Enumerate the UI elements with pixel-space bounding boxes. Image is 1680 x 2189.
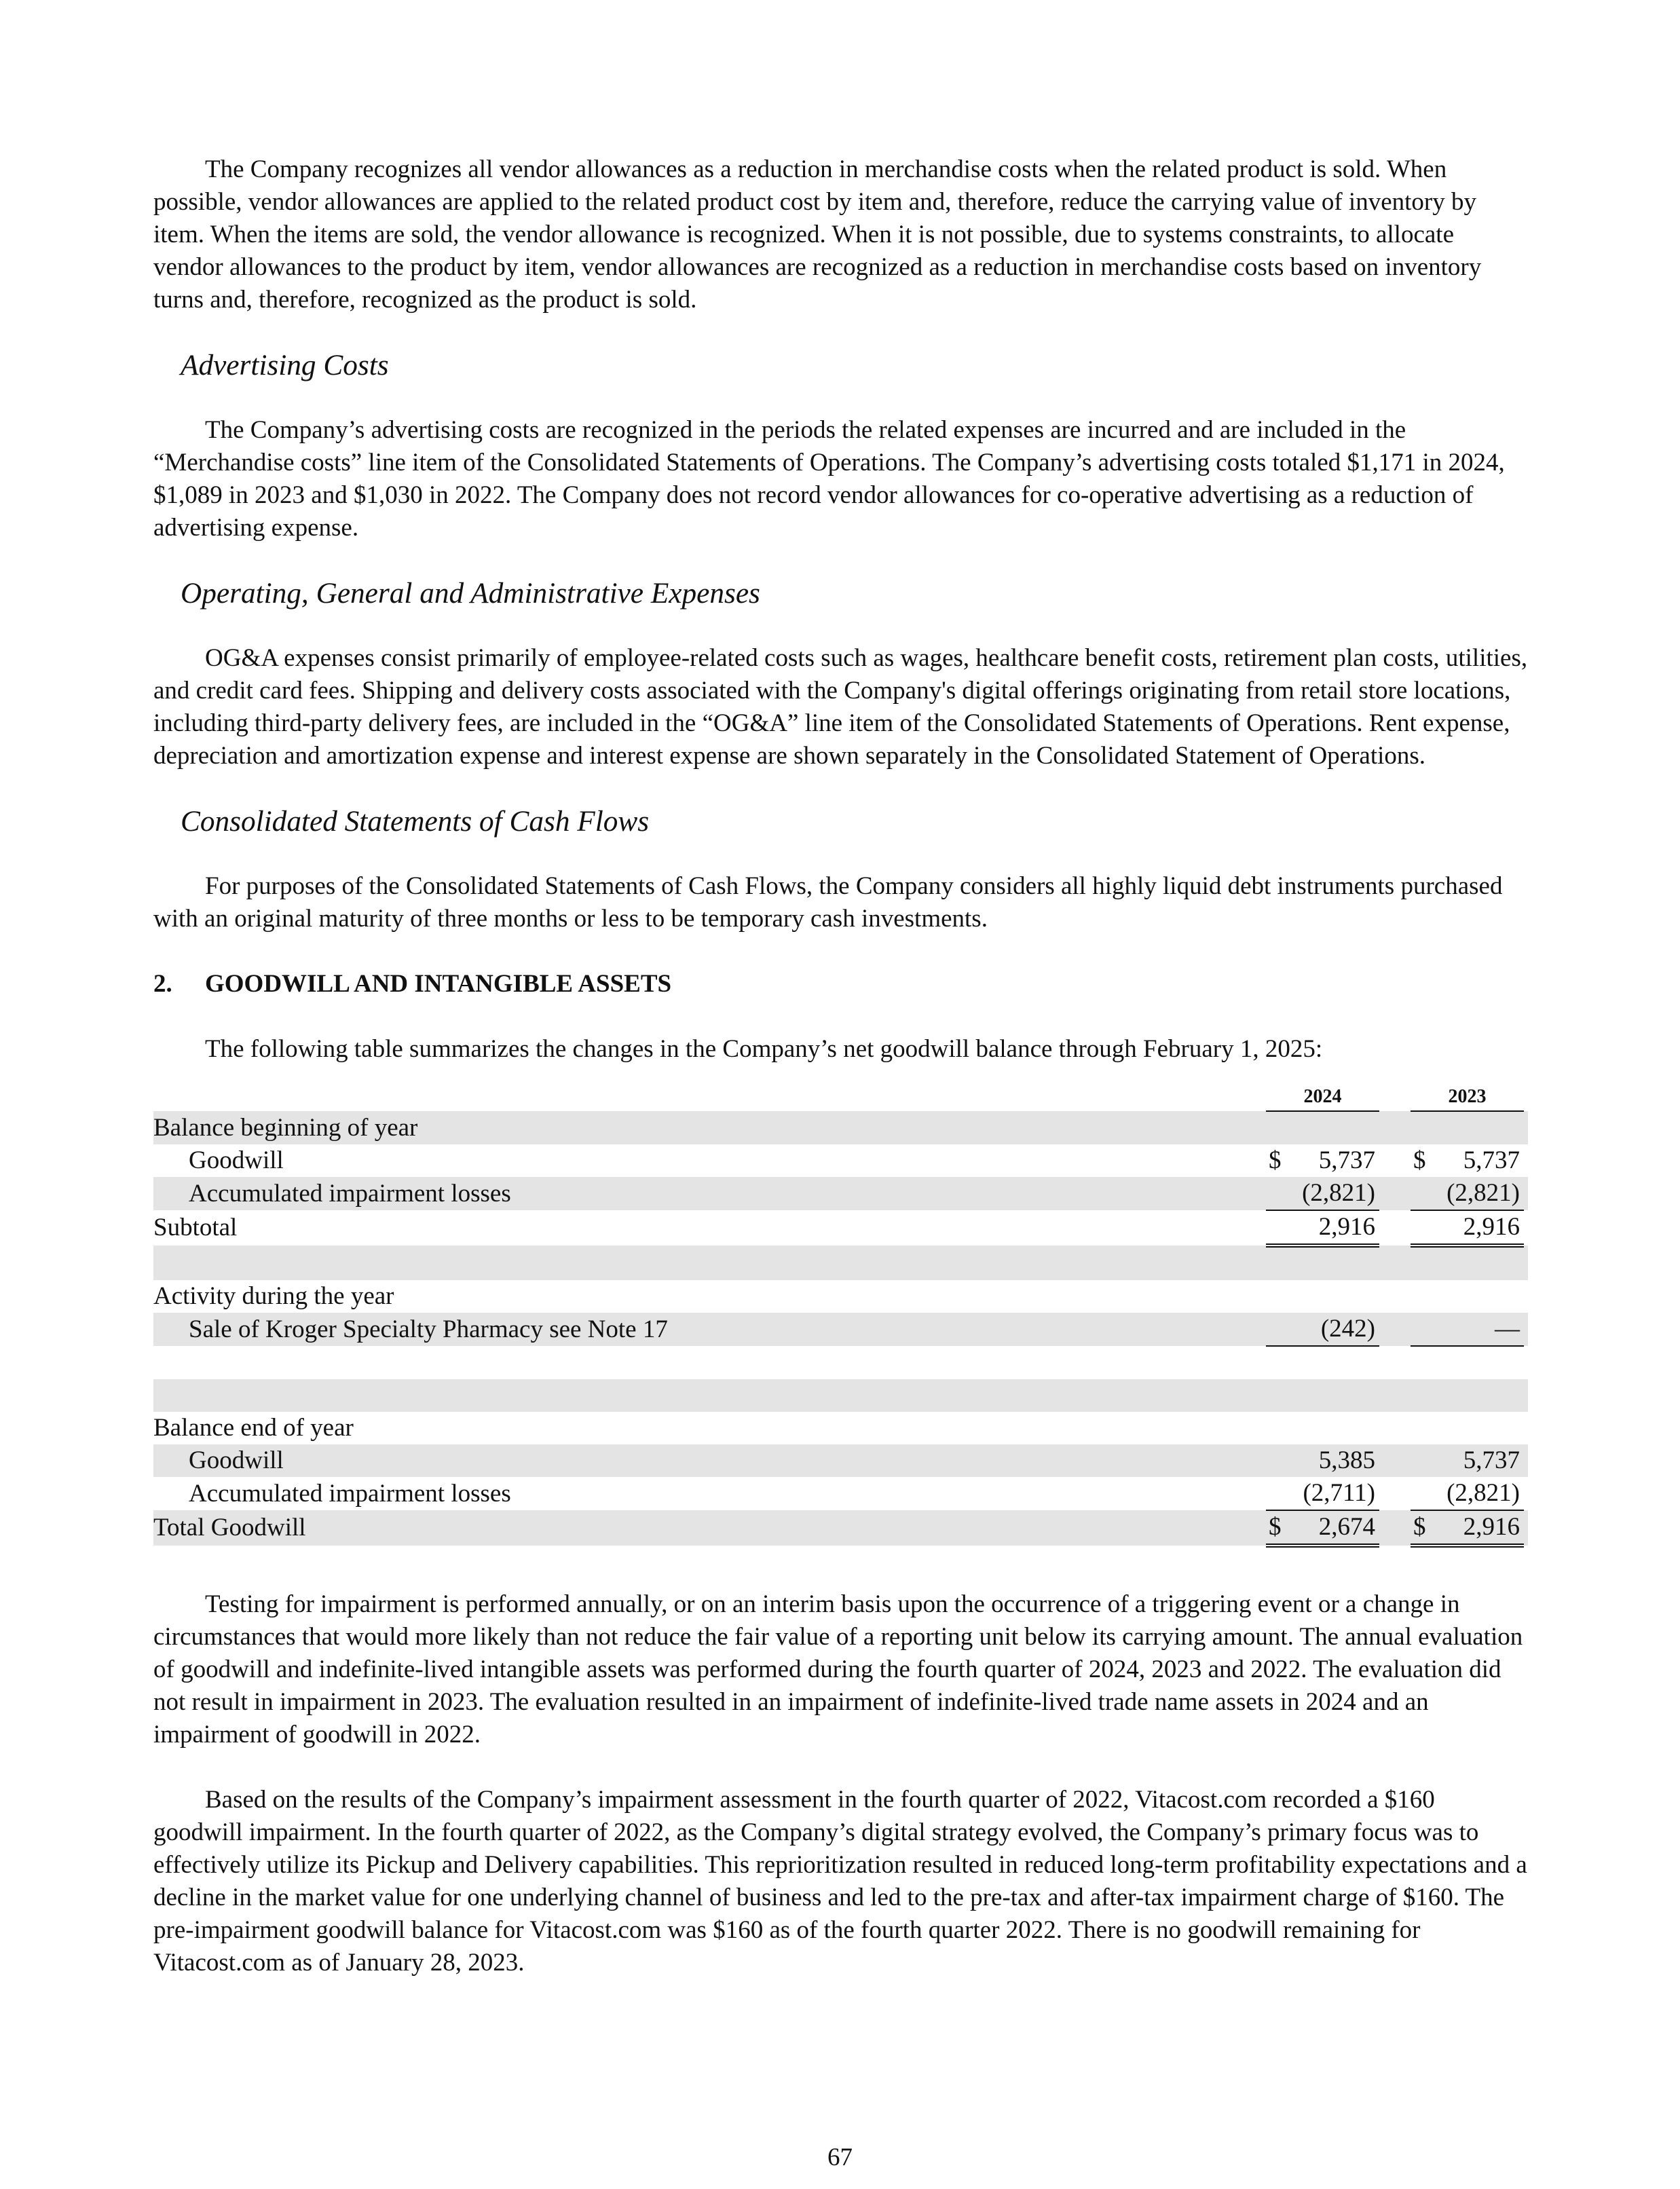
cell-value: $ 2,916 [1411, 1510, 1524, 1546]
table-row [153, 1111, 1528, 1144]
paragraph-vendor-allowances: The Company recognizes all vendor allowances as a reduction in merchandise costs when the related product is sold. When possible, vendor allowances are applied to the related product cost by item and, therefore, reduce the carrying value of inventory by item. When the items are sold, the vendor allowance is recognized. When it is not possible, due to systems constraints, to allocate vendor allowances to the product by item, vendor allowances are recognized as a reduction in merchandise costs based on inventory turns and, therefore, recognized as the product is sold. [153, 155, 1482, 314]
paragraph-table-intro: The following table summarizes the changes in the Company’s net goodwill balance through February 1, 2025: [205, 1035, 1323, 1063]
heading-advertising-costs: Advertising Costs [181, 349, 389, 381]
document-page [153, 153, 1528, 1979]
table-header-row [153, 1083, 1528, 1111]
table-row [153, 1177, 1528, 1210]
paragraph-advertising-costs: The Company’s advertising costs are recognized in the periods the related expenses are incurred and are included in the “Merchandise costs” line item of the Consolidated Statements of Operations. The Company’s advertising costs totaled $1,171 in 2024, $1,089 in 2023 and $1,030 in 2022. The Company does not record vendor allowances for co-operative advertising as a reduction of advertising expense. [153, 416, 1505, 542]
paragraph-vitacost-impairment: Based on the results of the Company’s impairment assessment in the fourth quarter of 2022, Vitacost.com recorded a $160 goodwill impairment. In the fourth quarter of 2022, as the Company’s digital strategy evolved, the Company’s primary focus was to effectively utilize its Pickup and Delivery capabilities. This reprioritization resulted in reduced long-term profitability expectations and a decline in the market value for one underlying channel of business and led to the pre-tax and after-tax impairment charge of $160. The pre-impairment goodwill balance for Vitacost.com was $160 as of the fourth quarter 2022. There is no goodwill remaining for Vitacost.com as of January 28, 2023. [153, 1786, 1527, 1977]
cell-value: (242) [1266, 1313, 1379, 1346]
section-title: GOODWILL AND INTANGIBLE ASSETS [205, 970, 672, 998]
row-label-balance-beginning: Balance beginning of year [153, 1111, 1249, 1144]
table-row [153, 1280, 1528, 1313]
paragraph-impairment-testing: Testing for impairment is performed annually, or on an interim basis upon the occurrence of a triggering event or a change in circumstances that would more likely than not reduce the fair value of a reporting unit below its carrying amount. The annual evaluation of goodwill and indefinite-lived intangible assets was performed during the fourth quarter of 2024, 2023 and 2022. The evaluation did not result in impairment in 2023. The evaluation resulted in an impairment of indefinite-lived trade name assets in 2024 and an impairment of goodwill in 2022. [153, 1590, 1523, 1748]
heading-cash-flows: Consolidated Statements of Cash Flows [181, 805, 650, 838]
table-row [153, 1144, 1528, 1177]
column-header-2023: 2023 [1411, 1083, 1524, 1111]
section-number: 2. [153, 970, 172, 998]
row-label-goodwill: Goodwill [189, 1146, 284, 1174]
cell-value: (2,711) [1266, 1477, 1379, 1510]
row-label-goodwill: Goodwill [153, 1444, 1249, 1477]
cell-value: 5,385 [1266, 1444, 1379, 1477]
currency-symbol: $ [1269, 1513, 1282, 1541]
cell-value: (2,821) [1411, 1477, 1524, 1510]
cell-value: $ 2,674 [1266, 1510, 1379, 1546]
table-row-spacer [153, 1346, 1528, 1379]
table-row [153, 1412, 1528, 1444]
table-row [153, 1477, 1528, 1510]
paragraph-oga-expenses: OG&A expenses consist primarily of employee-related costs such as wages, healthcare benefit costs, retirement plan costs, utilities, and credit card fees. Shipping and delivery costs associated with the Company's digital offerings originating from retail store locations, including third-party delivery fees, are included in the “OG&A” line item of the Consolidated Statements of Operations. Rent expense, depreciation and amortization expense and interest expense are shown separately in the Consolidated Statement of Operations. [153, 644, 1528, 770]
row-label-subtotal: Subtotal [153, 1214, 238, 1241]
table-row [153, 1444, 1528, 1477]
cell-value: — [1411, 1313, 1524, 1346]
currency-symbol: $ [1269, 1146, 1282, 1174]
currency-symbol: $ [1413, 1146, 1426, 1174]
paragraph-cash-flows: For purposes of the Consolidated Statements of Cash Flows, the Company considers all highly liquid debt instruments purchased with an original maturity of three months or less to be temporary cash investments. [153, 872, 1503, 933]
row-label-accumulated-impairment: Accumulated impairment losses [153, 1177, 1249, 1210]
cell-value: 5,737 [1411, 1444, 1524, 1477]
heading-oga-expenses: Operating, General and Administrative Expenses [181, 577, 760, 610]
cell-value: $ 5,737 [1411, 1144, 1524, 1177]
section-heading-goodwill [153, 968, 1528, 1000]
goodwill-table [153, 1083, 1528, 1548]
row-label-activity: Activity during the year [153, 1282, 394, 1310]
column-header-2024: 2024 [1266, 1083, 1379, 1111]
row-label-accumulated-impairment: Accumulated impairment losses [189, 1479, 511, 1508]
cell-value: (2,821) [1266, 1177, 1379, 1210]
table-row [153, 1510, 1528, 1546]
row-label-balance-end: Balance end of year [153, 1414, 354, 1442]
page-number: 67 [827, 2144, 853, 2171]
table-row [153, 1313, 1528, 1346]
cell-value: 2,916 [1266, 1210, 1379, 1246]
row-label-sale-specialty-pharmacy: Sale of Kroger Specialty Pharmacy see Note 17 [153, 1313, 1249, 1346]
table-row-spacer [153, 1246, 1528, 1280]
cell-value: 2,916 [1411, 1210, 1524, 1246]
cell-value: $ 5,737 [1266, 1144, 1379, 1177]
cell-value: (2,821) [1411, 1177, 1524, 1210]
table-row-spacer [153, 1379, 1528, 1412]
table-row [153, 1210, 1528, 1246]
currency-symbol: $ [1413, 1513, 1426, 1541]
row-label-total-goodwill: Total Goodwill [153, 1510, 1249, 1546]
